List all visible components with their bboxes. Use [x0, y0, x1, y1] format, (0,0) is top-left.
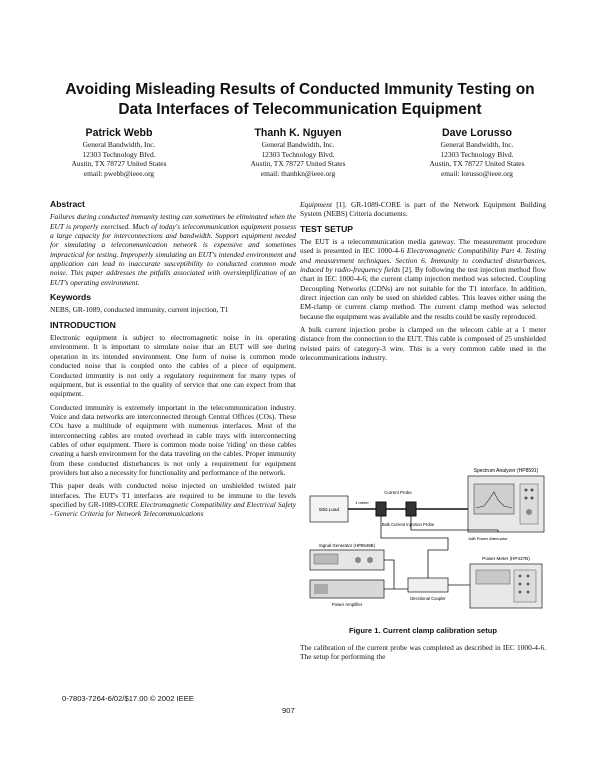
copyright-line: 0-7803-7264-6/02/$17.00 © 2002 IEEE: [62, 694, 194, 703]
signal-generator: [310, 543, 384, 570]
intro-paragraph-2: Conducted immunity is extremely important in the telecommunication industry. Voice and data networks are interconnected through Central Offices (COs). These COs have a multitude of equipment with numerous interfaces. Most of the interconnecting cables are routed overhead in cable trays with interconnecting cables of other equipment. There is common mode noise 'riding' on these cables creating a harsh environment for the data traveling on the cables. Proper immunity from these conducted disturbances is not only a requirement for equipment providers but also a necessity for functionality and performance of the network.: [50, 402, 296, 477]
continued-italic: Equipment: [300, 200, 333, 209]
title-line-2: Data Interfaces of Telecommunication Equipment: [118, 101, 482, 118]
author-name: Patrick Webb: [85, 127, 153, 139]
abstract-heading: Abstract: [50, 199, 85, 209]
keywords-heading: Keywords: [50, 292, 92, 303]
author-address: 12303 Technology Blvd.: [261, 149, 335, 159]
attenuator-label: 6dB Power Attenuator: [468, 536, 508, 541]
right-column: [300, 200, 546, 367]
continued-text: [1]. GR-1089-CORE is part of the Network Equipment Building System (NEBS) Criteria documents.: [300, 200, 546, 219]
test-p1-a: The EUT is a telecommunication media gateway. The measurement procedure used is presented in IEC 1000-4-6: [300, 237, 546, 256]
author-city: Austin, TX 78727 United States: [71, 159, 167, 169]
cable-length-label: 1 meter: [355, 500, 369, 505]
spectrum-analyzer: [468, 468, 544, 532]
author-block-3: [402, 126, 552, 178]
calibration-paragraph: The calibration of the current probe was completed as described in IEC 1000-4-6. The setup for performing the: [300, 643, 546, 662]
left-column: [50, 200, 296, 523]
figure-caption-area: [300, 620, 546, 662]
signal-generator-label: Signal Generator (HP8648B): [318, 543, 376, 548]
author-email: email: pwebb@ieee.org: [83, 168, 155, 178]
test-p1-b: [2]. By following the test injection method flow chart in IEC 1000-4-6, the current clamp injection method was selected. Coupling Decoupling Networks (CDNs) are not suitable for the T1 interface. In addition, direct injection can only be used on shielded cables. This leaves either using the EM-clamp or current clamp method. The current clamp method was selected because the equipment was available and the results could be easily reproduced.: [300, 265, 546, 321]
coupler-label: Directional Coupler: [410, 596, 446, 601]
page-number: 907: [282, 706, 295, 715]
bulk-probe-label: Bulk Current Injection Probe: [381, 522, 435, 527]
author-address: 12303 Technology Blvd.: [440, 149, 514, 159]
keywords-text: NEBS, GR-1089, conducted immunity, current injection, T1: [50, 305, 229, 315]
author-org: General Bandwidth, Inc.: [261, 140, 335, 149]
author-block-1: [44, 126, 194, 178]
abstract-text: Failures during conducted immunity testing can sometimes be eliminated when the EUT is properly exercised. Much of today's telecommunication equipment possess a large capacity for interconnections and bandwidth. Support equipment needed for simulating a telecommunication network is expensive and sometimes impractical for testing. Improperly simulating an EUT's intended environment and application can lead to inaccurate susceptibility to conducted common mode noise. This paper addresses the pitfalls associated with oversimplification of an EUT's operating environment.: [50, 212, 296, 287]
test-setup-heading: TEST SETUP: [300, 223, 354, 234]
author-email: email: lorusso@ieee.org: [441, 168, 513, 178]
author-address: 12303 Technology Blvd.: [82, 149, 156, 159]
figure-caption: Figure 1. Current clamp calibration setup: [348, 626, 498, 635]
author-city: Austin, TX 78727 United States: [250, 159, 346, 169]
author-email: email: thanhkn@ieee.org: [260, 168, 336, 178]
test-setup-paragraph-2: A bulk current injection probe is clamped on the telecom cable at a 1 meter distance from the connection to the EUT. This cable is composed of 25 unshielded twisted pairs of category-3 wire. This is a very common cable used in the telecommunications industry.: [300, 325, 546, 363]
power-amplifier-label: Power Amplifier: [331, 602, 363, 607]
intro-p3-citation-title: Electromagnetic Compatibility and Electrical Safety - Generic Criteria for Network Telecommunications: [50, 499, 296, 519]
load-box: [310, 496, 348, 522]
author-city: Austin, TX 78727 United States: [429, 159, 525, 169]
load-label: 50Ω Load: [318, 507, 340, 512]
intro-paragraph-3: [50, 481, 296, 518]
intro-p3-text: This paper deals with conducted noise injected on unshielded twisted pair interfaces. The EUT's T1 interfaces are required to be immune to the levels specified by GR-1089-CORE: [50, 481, 296, 509]
test-p1-standard-title: Electromagnetic Compatibility Part 4. Testing and measurement techniques. Section 6. Immunity to conducted disturbances, induced by radio-frequency fields: [300, 246, 546, 275]
author-org: General Bandwidth, Inc.: [440, 140, 514, 149]
continued-paragraph: [300, 200, 546, 219]
power-meter: [470, 556, 542, 608]
power-meter-label: Power Meter (HP437B): [482, 556, 530, 561]
calibration-diagram: [298, 468, 548, 616]
author-name: Thanh K. Nguyen: [254, 127, 342, 139]
introduction-heading: INTRODUCTION: [50, 319, 116, 330]
spectrum-analyzer-label: Spectrum Analyzer (HP8591): [473, 468, 539, 474]
paper-title: [40, 80, 560, 120]
intro-paragraph-1: Electronic equipment is subject to electromagnetic noise in its operating environment. It is important to simulate noise that an EUT will see during operation in its intended environment. One form of noise is common mode conducted noise that is coupled onto the cables of a piece of equipment. Conducted immunity is not only a regulatory requirement for many types of equipment, but is essential to the quality of service that one can expect from that equipment.: [50, 333, 296, 399]
title-line-1: Avoiding Misleading Results of Conducted Immunity Testing on: [65, 81, 535, 98]
power-amplifier: [310, 580, 384, 607]
author-block-2: [223, 126, 373, 178]
directional-coupler: [384, 550, 470, 601]
current-probe-label: Current Probe: [384, 490, 412, 495]
test-setup-paragraph-1: [300, 237, 546, 321]
author-name: Dave Lorusso: [441, 127, 513, 139]
author-org: General Bandwidth, Inc.: [82, 140, 156, 149]
